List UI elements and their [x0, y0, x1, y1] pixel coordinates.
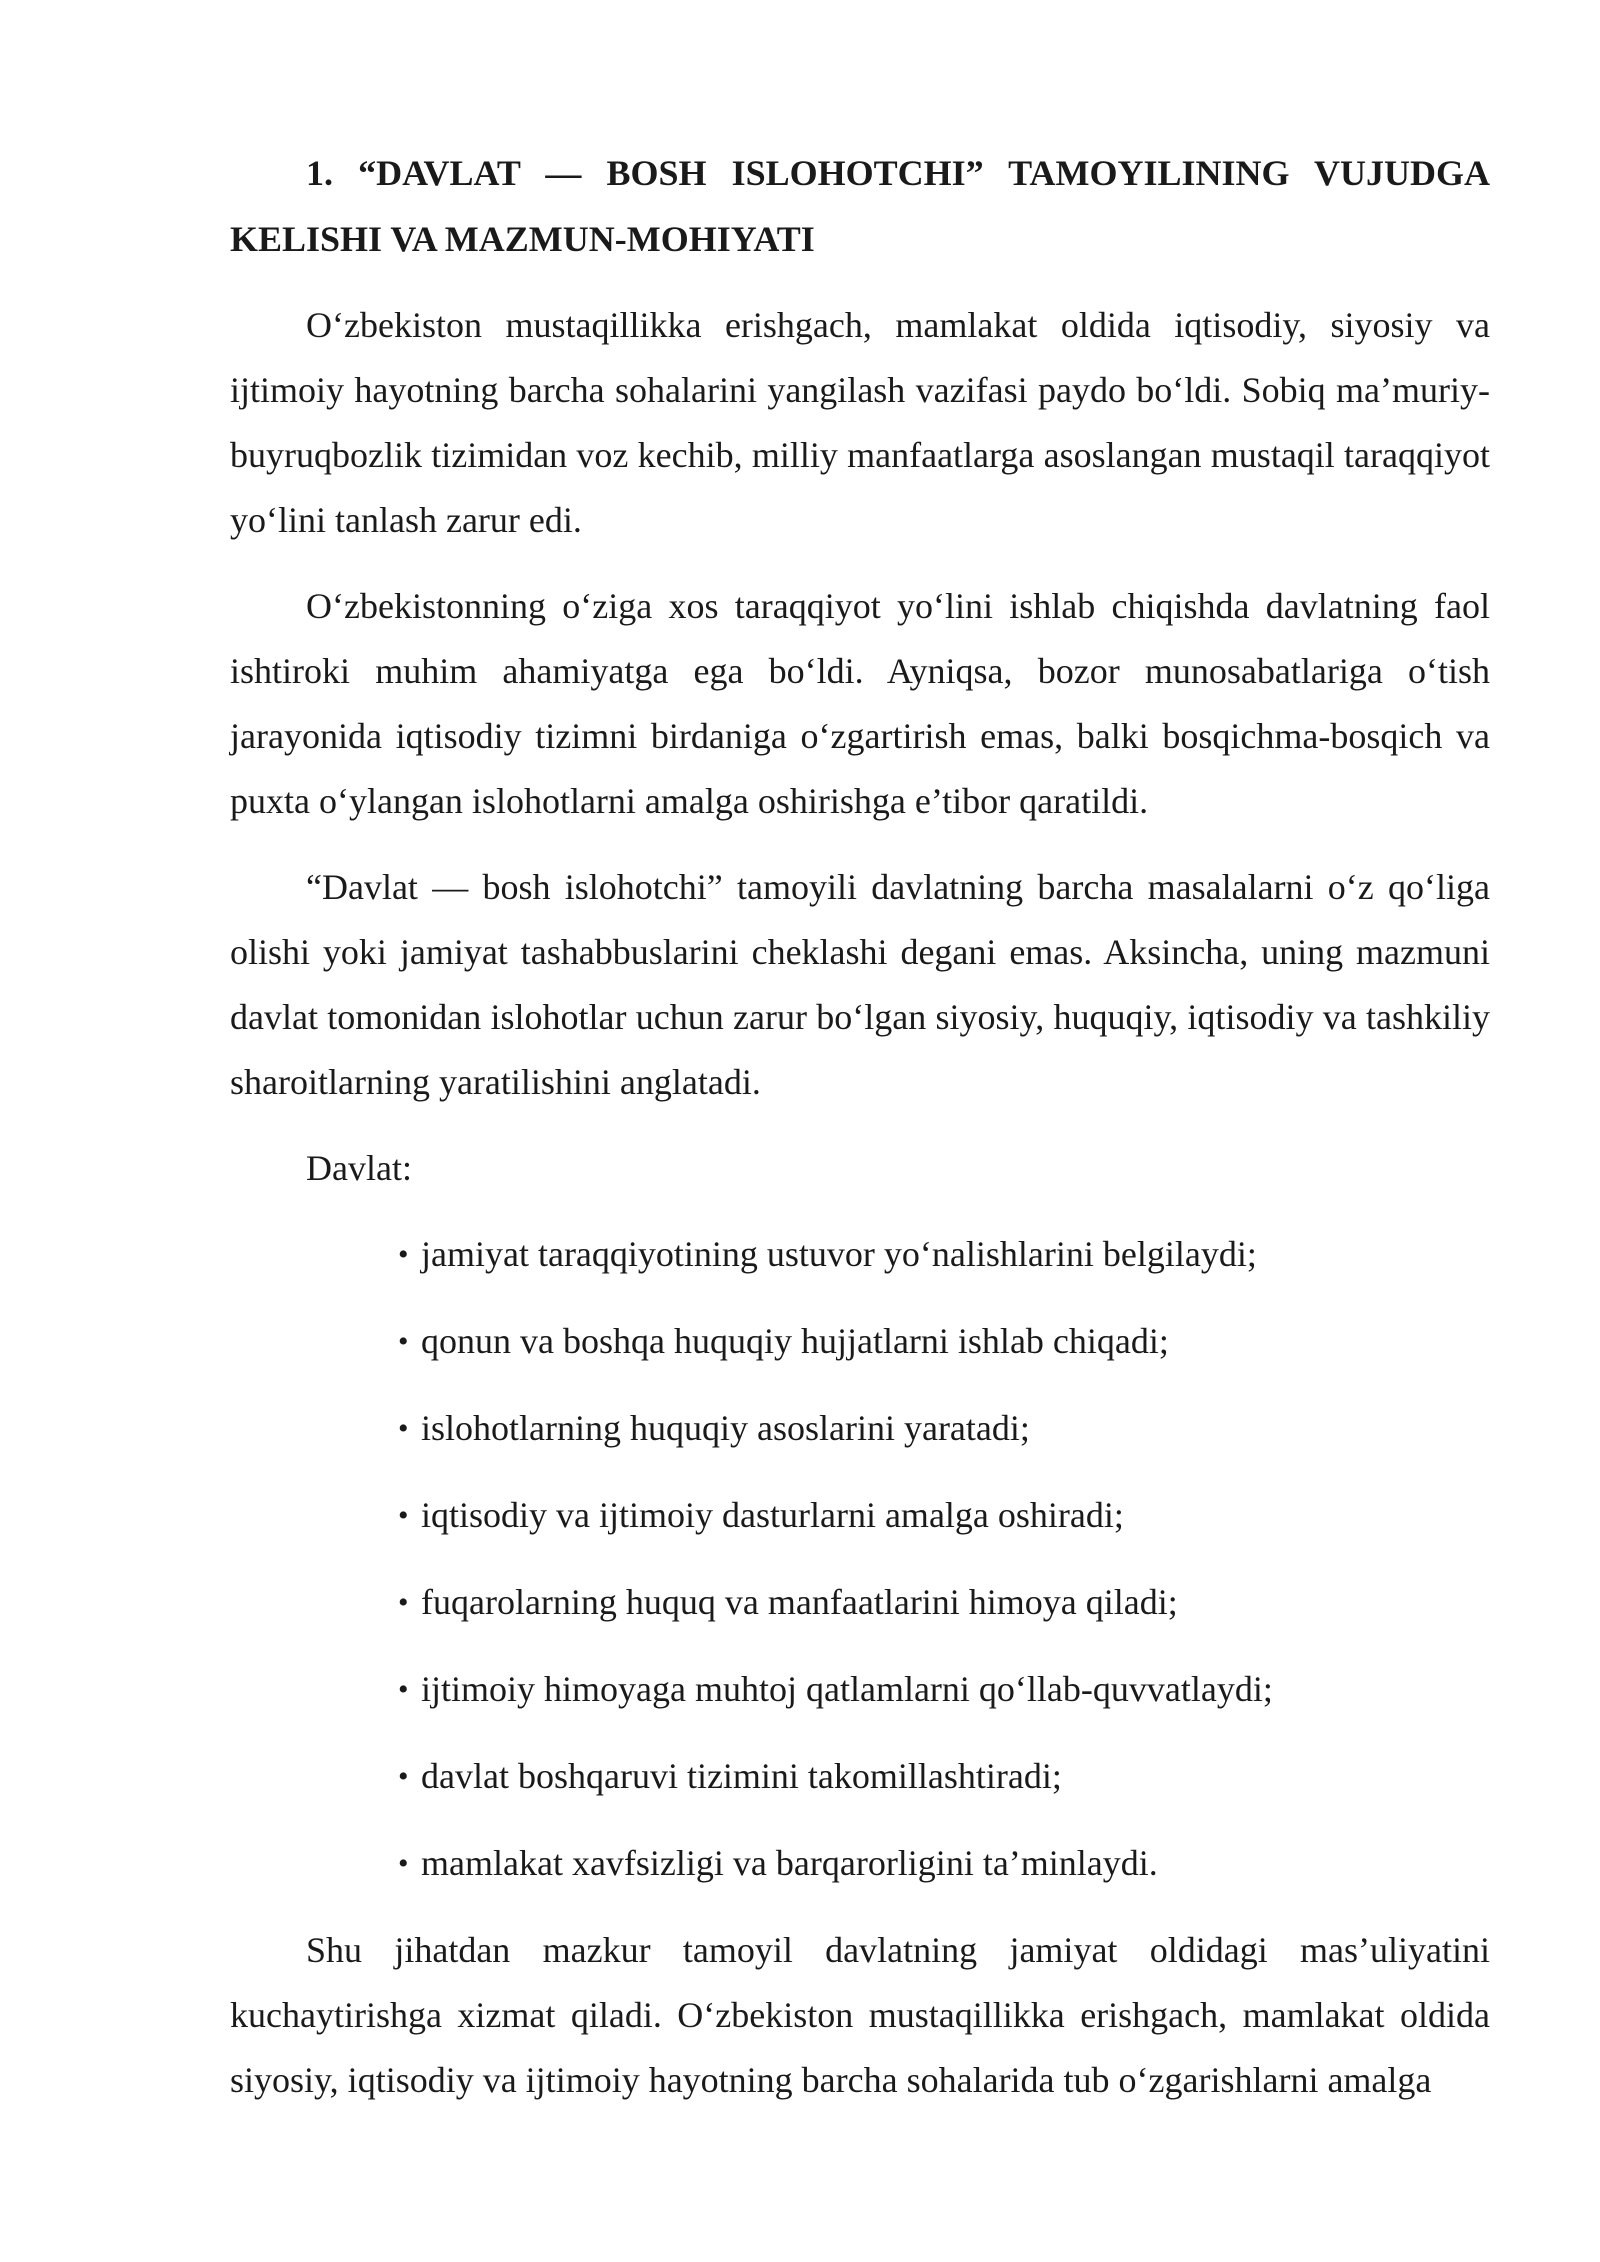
- document-page: [230, 140, 1490, 2134]
- bullet-icon: •: [398, 1847, 409, 1880]
- list-item-text: ijtimoiy himoyaga muhtoj qatlamlarni qo‘llab-quvvatlaydi;: [421, 1669, 1273, 1709]
- bullet-icon: •: [398, 1325, 409, 1358]
- list-item: [230, 1570, 1490, 1635]
- closing-paragraph: Shu jihatdan mazkur tamoyil davlatning jamiyat oldidagi mas’uliyatini kuchaytirishga xizmat qiladi. O‘zbekiston mustaqillikka erishgach, mamlakat oldida siyosiy, iqtisodiy va ijtimoiy hayotning barcha sohalarida tub o‘zgarishlarni amalga: [230, 1930, 1490, 2100]
- body-paragraph: “Davlat — bosh islohotchi” tamoyili davlatning barcha masalalarni o‘z qo‘liga olishi yoki jamiyat tashabbuslarini cheklashi degani emas. Aksincha, uning mazmuni davlat tomonidan islohotlar uchun zarur bo‘lgan siyosiy, huquqiy, iqtisodiy va tashkiliy sharoitlarning yaratilishini anglatadi.: [230, 867, 1490, 1102]
- list-item-text: qonun va boshqa huquqiy hujjatlarni ishlab chiqadi;: [421, 1321, 1169, 1361]
- bullet-icon: •: [398, 1499, 409, 1532]
- list-item: [230, 1396, 1490, 1461]
- list-item-text: iqtisodiy va ijtimoiy dasturlarni amalga oshiradi;: [421, 1495, 1124, 1535]
- list-item: [230, 1657, 1490, 1722]
- list-item-text: davlat boshqaruvi tizimini takomillashtiradi;: [421, 1756, 1062, 1796]
- list-item-text: islohotlarning huquqiy asoslarini yaratadi;: [421, 1408, 1030, 1448]
- body-paragraph: O‘zbekiston mustaqillikka erishgach, mamlakat oldida iqtisodiy, siyosiy va ijtimoiy hayotning barcha sohalarini yangilash vazifasi paydo bo‘ldi. Sobiq ma’muriy-buyruqbozlik tizimidan voz kechib, milliy manfaatlarga asoslangan mustaqil taraqqiyot yo‘lini tanlash zarur edi.: [230, 305, 1490, 540]
- bullet-icon: •: [398, 1412, 409, 1445]
- list-item: [230, 1483, 1490, 1548]
- bullet-icon: •: [398, 1760, 409, 1793]
- list-item-text: mamlakat xavfsizligi va barqarorligini ta’minlaydi.: [421, 1843, 1158, 1883]
- list-item-text: fuqarolarning huquq va manfaatlarini himoya qiladi;: [421, 1582, 1178, 1622]
- list-lead: Davlat:: [306, 1148, 412, 1188]
- body-paragraph: O‘zbekistonning o‘ziga xos taraqqiyot yo‘lini ishlab chiqishda davlatning faol ishtiroki muhim ahamiyatga ega bo‘ldi. Ayniqsa, bozor munosabatlariga o‘tish jarayonida iqtisodiy tizimni birdaniga o‘zgartirish emas, balki bosqichma-bosqich va puxta o‘ylangan islohotlarni amalga oshirishga e’tibor qaratildi.: [230, 586, 1490, 821]
- list-item: [230, 1744, 1490, 1809]
- bullet-icon: •: [398, 1586, 409, 1619]
- list-item: [230, 1831, 1490, 1896]
- bullet-icon: •: [398, 1238, 409, 1271]
- bullet-icon: •: [398, 1673, 409, 1706]
- list-item: [230, 1309, 1490, 1374]
- list-item-text: jamiyat taraqqiyotining ustuvor yo‘nalishlarini belgilaydi;: [421, 1234, 1257, 1274]
- bullet-list: [230, 1222, 1490, 1896]
- list-item: [230, 1222, 1490, 1287]
- section-heading: 1. “DAVLAT — BOSH ISLOHOTCHI” TAMOYILINING VUJUDGA KELISHI VA MAZMUN-MOHIYATI: [230, 153, 1490, 259]
